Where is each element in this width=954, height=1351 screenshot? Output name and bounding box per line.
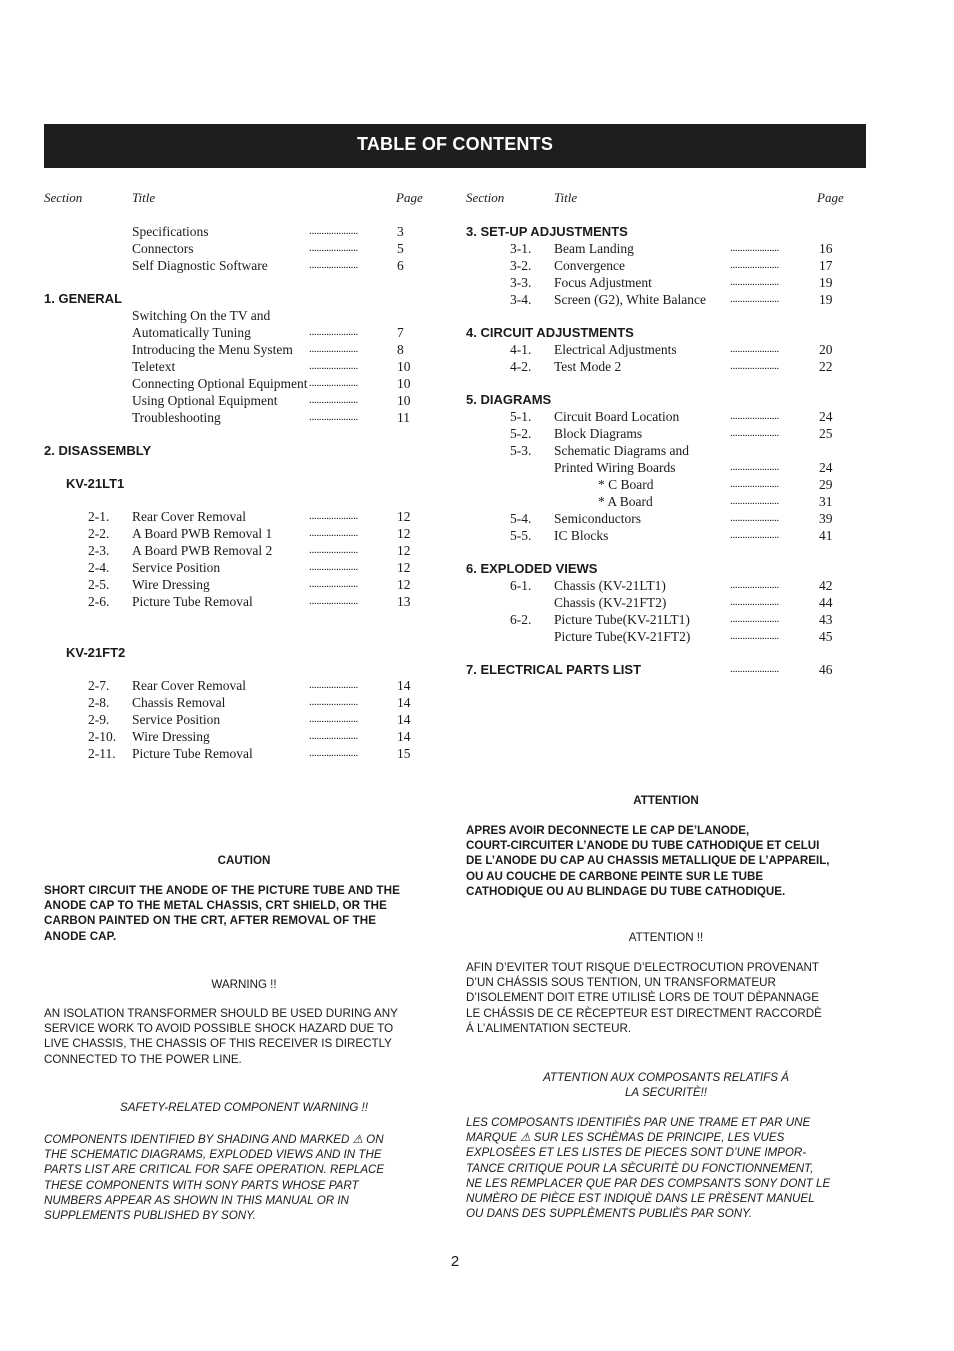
leader-dots: .................... [730, 242, 780, 254]
notice-line: ANODE CAP TO THE METAL CHASSIS, CRT SHIELD, OR THE [44, 899, 387, 913]
toc-page: 24 [819, 409, 833, 424]
toc-page: 41 [819, 528, 833, 543]
notice-line: OU DANS DES SUPPLÈMENTS PUBLIÈS PAR SONY. [466, 1207, 753, 1221]
notice-line: TANCE CRITIQUE POUR LA SÈCURITÈ DU FONCTIONNEMENT, [466, 1161, 814, 1175]
leader-dots: .................... [309, 561, 359, 573]
toc-number: 2-9. [88, 712, 110, 727]
toc-page: 10 [397, 376, 411, 391]
toc-row [44, 525, 444, 542]
notice-line: LES COMPOSANTS IDENTIFIÈS PAR UNE TRAME ET PAR UNE [466, 1116, 811, 1129]
toc-row [466, 240, 866, 257]
toc-number: 3-1. [510, 241, 532, 256]
leader-dots: .................... [309, 730, 359, 742]
toc-row [44, 576, 444, 593]
leader-dots: .................... [309, 713, 359, 725]
notice-line: COURT-CIRCUITER L’ANODE DU TUBE CATHODIQUE ET CELUI [466, 839, 820, 853]
page-number: 2 [450, 1253, 460, 1270]
toc-page: 29 [819, 477, 833, 492]
toc-page: 12 [397, 509, 411, 524]
toc-page: 22 [819, 359, 833, 374]
leader-dots: .................... [730, 360, 780, 372]
toc-title: Screen (G2), White Balance [554, 292, 706, 307]
toc-title: Rear Cover Removal [132, 678, 246, 693]
leader-dots: .................... [730, 478, 780, 490]
toc-number: 5-3. [510, 443, 532, 458]
toc-number: 2-2. [88, 526, 110, 541]
toc-row [44, 392, 444, 409]
toc-row [44, 341, 444, 358]
toc-row [44, 409, 444, 426]
toc-title: A Board PWB Removal 1 [132, 526, 273, 541]
warning-title: WARNING !! [211, 978, 277, 991]
toc-page: 15 [397, 746, 411, 761]
leader-dots: .................... [730, 410, 780, 422]
section-heading-setup: 3. SET-UP ADJUSTMENTS [466, 224, 628, 239]
notice-line: SHORT CIRCUIT THE ANODE OF THE PICTURE TUBE AND THE [44, 884, 400, 897]
toc-number: 5-4. [510, 511, 532, 526]
leader-dots: .................... [730, 293, 780, 305]
notice-line: AFIN D’EVITER TOUT RISQUE D’ELECTROCUTION PROVENANT [466, 961, 820, 974]
notice-line: CATHODIQUE OU AU BLINDAGE DU TUBE CATHODIQUE. [466, 884, 786, 898]
toc-row [44, 307, 444, 324]
page-header: Page [817, 190, 844, 205]
notice-line: APRES AVOIR DECONNECTE LE CAP DE’LANODE, [466, 824, 750, 837]
toc-title: Test Mode 2 [554, 359, 622, 374]
toc-number: 2-8. [88, 695, 110, 710]
toc-title: Introducing the Menu System [132, 342, 293, 357]
leader-dots: .................... [730, 663, 780, 675]
notice-line: NE LES REMPLACER QUE PAR DES COMPSANTS SONY DONT LE [466, 1176, 831, 1190]
toc-page: 24 [819, 460, 833, 475]
leader-dots: .................... [730, 427, 780, 439]
leader-dots: .................... [309, 326, 359, 338]
toc-title: A Board PWB Removal 2 [132, 543, 273, 558]
toc-title: Picture Tube Removal [132, 594, 253, 609]
toc-title: Wire Dressing [132, 729, 210, 744]
toc-page: 44 [819, 595, 833, 610]
section-heading-diagrams: 5. DIAGRAMS [466, 392, 552, 407]
toc-row [44, 694, 444, 711]
toc-title: Electrical Adjustments [554, 342, 677, 357]
toc-title: Schematic Diagrams and [554, 443, 689, 458]
toc-title: Switching On the TV and [132, 308, 271, 323]
toc-row [44, 324, 444, 341]
toc-page: 3 [397, 224, 404, 239]
leader-dots: .................... [730, 596, 780, 608]
notice-line: ATTENTION AUX COMPOSANTS RELATIFS Á [543, 1071, 789, 1084]
toc-page: 20 [819, 342, 833, 357]
leader-dots: .................... [730, 461, 780, 473]
notice-line: CARBON PAINTED ON THE CRT, AFTER REMOVAL OF THE [44, 914, 377, 928]
toc-title: Block Diagrams [554, 426, 643, 441]
toc-page: 16 [819, 241, 833, 256]
leader-dots: .................... [730, 343, 780, 355]
toc-page: 25 [819, 426, 833, 441]
safety-title: SAFETY-RELATED COMPONENT WARNING !! [120, 1101, 368, 1114]
toc-title: Convergence [554, 258, 625, 273]
toc-row [44, 358, 444, 375]
toc-number: 6-1. [510, 578, 532, 593]
toc-row [466, 493, 866, 510]
toc-number: 2-1. [88, 509, 110, 524]
toc-page: 31 [819, 494, 833, 509]
leader-dots: .................... [309, 259, 359, 271]
toc-page: 12 [397, 526, 411, 541]
toc-row [466, 291, 866, 308]
column-header [44, 190, 444, 207]
toc-page: 43 [819, 612, 833, 627]
toc-title: Circuit Board Location [554, 409, 680, 424]
toc-title: Troubleshooting [132, 410, 221, 425]
notice-line: SERVICE WORK TO AVOID POSSIBLE SHOCK HAZARD DUE TO [44, 1022, 394, 1036]
toc-row [44, 240, 444, 257]
toc-page: 6 [397, 258, 404, 273]
column-header [466, 190, 866, 207]
toc-row [44, 257, 444, 274]
notice-line: PARTS LIST ARE CRITICAL FOR SAFE OPERATION. REPLACE [44, 1163, 385, 1177]
toc-row [466, 408, 866, 425]
toc-row [466, 274, 866, 291]
toc-number: 5-2. [510, 426, 532, 441]
toc-title: * C Board [598, 477, 654, 492]
notice-line: OU AU COUCHE DE CARBONE PEINTE SUR LE TUBE [466, 869, 764, 883]
toc-page: 13 [397, 594, 411, 609]
notice-line: SUPPLEMENTS PUBLISHED BY SONY. [44, 1209, 256, 1223]
toc-title: Semiconductors [554, 511, 641, 526]
page-title: TABLE OF CONTENTS [356, 134, 554, 154]
toc-page: 5 [397, 241, 404, 256]
toc-page: 14 [397, 678, 411, 693]
leader-dots: .................... [730, 613, 780, 625]
attention3-text [466, 1115, 866, 1221]
leader-dots: .................... [309, 578, 359, 590]
toc-row [466, 425, 866, 442]
attention2-text [466, 960, 866, 1036]
toc-page: 39 [819, 511, 833, 526]
notice-line: CONNECTED TO THE POWER LINE. [44, 1052, 242, 1066]
toc-title: Service Position [132, 712, 221, 727]
toc-row [44, 593, 444, 610]
leader-dots: .................... [309, 527, 359, 539]
toc-title: Connectors [132, 241, 194, 256]
model-heading-kv21lt1: KV-21LT1 [66, 476, 125, 491]
toc-number: 2-10. [88, 729, 117, 744]
toc-title: Chassis (KV-21LT1) [554, 578, 666, 593]
leader-dots: .................... [309, 510, 359, 522]
toc-page: 14 [397, 712, 411, 727]
toc-title: Printed Wiring Boards [554, 460, 676, 475]
notice-line: ANODE CAP. [44, 929, 117, 943]
toc-page: 12 [397, 577, 411, 592]
toc-page: 17 [819, 258, 833, 273]
leader-dots: .................... [730, 579, 780, 591]
toc-row [44, 542, 444, 559]
toc-row [466, 527, 866, 544]
notice-line: LE CHÁSSIS DE CE RÈCEPTEUR EST DIRECTMENT RACCORDÈ [466, 1006, 822, 1020]
toc-row [44, 677, 444, 694]
toc-page: 19 [819, 292, 833, 307]
toc-title: * A Board [598, 494, 653, 509]
leader-dots: .................... [730, 630, 780, 642]
caution-text [44, 883, 444, 944]
leader-dots: .................... [309, 394, 359, 406]
attention3-title [466, 1070, 866, 1100]
toc-page: 19 [819, 275, 833, 290]
toc-title: IC Blocks [554, 528, 609, 543]
toc-page: 45 [819, 629, 833, 644]
toc-page: 8 [397, 342, 404, 357]
leader-dots: .................... [309, 360, 359, 372]
notice-line: NUMÈRO DE PIÈCE EST INDIQUÈ DANS LE PRÈSENT MANUEL [466, 1192, 815, 1206]
leader-dots: .................... [309, 377, 359, 389]
section-heading-disassembly: 2. DISASSEMBLY [44, 443, 152, 458]
toc-title: Wire Dressing [132, 577, 210, 592]
attention-title: ATTENTION [633, 794, 699, 807]
notice-line: D’ISOLEMENT DOIT ETRE UTILISÈ LORS DE TOUT DÈPANNAGE [466, 991, 820, 1005]
toc-number: 2-6. [88, 594, 110, 609]
toc-title: Focus Adjustment [554, 275, 652, 290]
attention2-title: ATTENTION !! [628, 931, 704, 944]
toc-row [466, 358, 866, 375]
leader-dots: .................... [309, 595, 359, 607]
notice-line: THE SCHEMATIC DIAGRAMS, EXPLODED VIEWS AND IN THE [44, 1148, 382, 1162]
toc-title: Specifications [132, 224, 209, 239]
notice-line: Á L’ALIMENTATION SECTEUR. [466, 1021, 632, 1035]
toc-page: 10 [397, 359, 411, 374]
section-heading-exploded: 6. EXPLODED VIEWS [466, 561, 598, 576]
warning-text [44, 1006, 444, 1067]
title-header: Title [132, 190, 156, 205]
leader-dots: .................... [309, 411, 359, 423]
toc-page: 14 [397, 729, 411, 744]
leader-dots: .................... [730, 495, 780, 507]
safety-text [44, 1132, 444, 1223]
notice-line: DE L’ANODE DU CAP AU CHASSIS METALLIQUE DE L’APPAREIL, [466, 854, 830, 868]
toc-title: Rear Cover Removal [132, 509, 246, 524]
toc-row [44, 745, 444, 762]
section-heading-circuit: 4. CIRCUIT ADJUSTMENTS [466, 325, 634, 340]
toc-row-parts-list [466, 661, 866, 678]
toc-number: 3-4. [510, 292, 532, 307]
toc-number: 2-5. [88, 577, 110, 592]
toc-row [44, 375, 444, 392]
notice-line: LA SECURITÈ!! [624, 1086, 708, 1100]
toc-row [466, 577, 866, 594]
toc-row [44, 559, 444, 576]
leader-dots: .................... [730, 529, 780, 541]
notice-line: MARQUE ⚠ SUR LES SCHÈMAS DE PRINCIPE, LES VUES [466, 1131, 785, 1145]
section-heading-general: 1. GENERAL [44, 291, 123, 306]
model-heading-kv21ft2: KV-21FT2 [66, 645, 126, 660]
toc-number: 4-2. [510, 359, 532, 374]
toc-number: 2-7. [88, 678, 110, 693]
notice-line: THESE COMPONENTS WITH SONY PARTS WHOSE PART [44, 1178, 359, 1192]
toc-page: 12 [397, 543, 411, 558]
toc-row [466, 611, 866, 628]
toc-number: 3-2. [510, 258, 532, 273]
attention-text [466, 823, 866, 899]
notice-line: COMPONENTS IDENTIFIED BY SHADING AND MARKED ⚠ ON [44, 1133, 384, 1146]
toc-row [44, 223, 444, 240]
toc-row [44, 711, 444, 728]
section-heading-parts: 7. ELECTRICAL PARTS LIST [466, 662, 642, 677]
leader-dots: .................... [730, 276, 780, 288]
section-header: Section [44, 190, 83, 205]
toc-number: 2-11. [88, 746, 116, 761]
toc-page: 7 [397, 325, 404, 340]
toc-title: Picture Tube(KV-21FT2) [554, 629, 691, 644]
toc-page: 14 [397, 695, 411, 710]
leader-dots: .................... [309, 242, 359, 254]
toc-row [466, 510, 866, 527]
toc-number: 5-1. [510, 409, 532, 424]
toc-row [466, 476, 866, 493]
leader-dots: .................... [309, 343, 359, 355]
toc-title: Teletext [132, 359, 176, 374]
toc-title: Service Position [132, 560, 221, 575]
toc-number: 4-1. [510, 342, 532, 357]
toc-number: 3-3. [510, 275, 532, 290]
toc-row [466, 628, 866, 645]
toc-page: 11 [397, 410, 410, 425]
toc-page: 10 [397, 393, 411, 408]
leader-dots: .................... [309, 696, 359, 708]
toc-title: Connecting Optional Equipment [132, 376, 308, 391]
section-header: Section [466, 190, 505, 205]
toc-title: Picture Tube Removal [132, 746, 253, 761]
caution-title: CAUTION [217, 854, 271, 867]
toc-number: 2-3. [88, 543, 110, 558]
notice-line: LIVE CHASSIS, THE CHASSIS OF THIS RECEIVER IS DIRECTLY [44, 1037, 392, 1051]
leader-dots: .................... [730, 512, 780, 524]
toc-row [44, 508, 444, 525]
leader-dots: .................... [309, 747, 359, 759]
toc-row [466, 341, 866, 358]
page-header: Page [396, 190, 423, 205]
toc-page: 46 [819, 662, 833, 677]
leader-dots: .................... [730, 259, 780, 271]
toc-row [466, 257, 866, 274]
toc-title: Self Diagnostic Software [132, 258, 268, 273]
toc-row [44, 728, 444, 745]
toc-number: 5-5. [510, 528, 532, 543]
toc-right-column [466, 190, 866, 678]
leader-dots: .................... [309, 544, 359, 556]
toc-number: 2-4. [88, 560, 110, 575]
notice-line: AN ISOLATION TRANSFORMER SHOULD BE USED DURING ANY [44, 1007, 398, 1020]
toc-title: Automatically Tuning [132, 325, 251, 340]
notice-line: NUMBERS APPEAR AS SHOWN IN THIS MANUAL OR IN [44, 1193, 349, 1207]
toc-title: Chassis Removal [132, 695, 226, 710]
toc-number: 6-2. [510, 612, 532, 627]
toc-page: 42 [819, 578, 833, 593]
toc-row [466, 459, 866, 476]
toc-left-column [44, 190, 444, 762]
toc-title: Using Optional Equipment [132, 393, 278, 408]
leader-dots: .................... [309, 679, 359, 691]
title-banner [44, 124, 866, 168]
toc-row [466, 442, 866, 459]
toc-title: Chassis (KV-21FT2) [554, 595, 667, 610]
toc-row [466, 594, 866, 611]
title-header: Title [554, 190, 578, 205]
notice-line: D’UN CHÁSSIS SOUS TENTION, UN TRANSFORMATEUR [466, 976, 776, 990]
toc-title: Beam Landing [554, 241, 634, 256]
toc-title: Picture Tube(KV-21LT1) [554, 612, 690, 627]
leader-dots: .................... [309, 225, 359, 237]
notice-line: EXPLOSÈES ET LES LISTES DE PIECES SONT D’UNE IMPOR- [466, 1146, 807, 1160]
toc-page: 12 [397, 560, 411, 575]
